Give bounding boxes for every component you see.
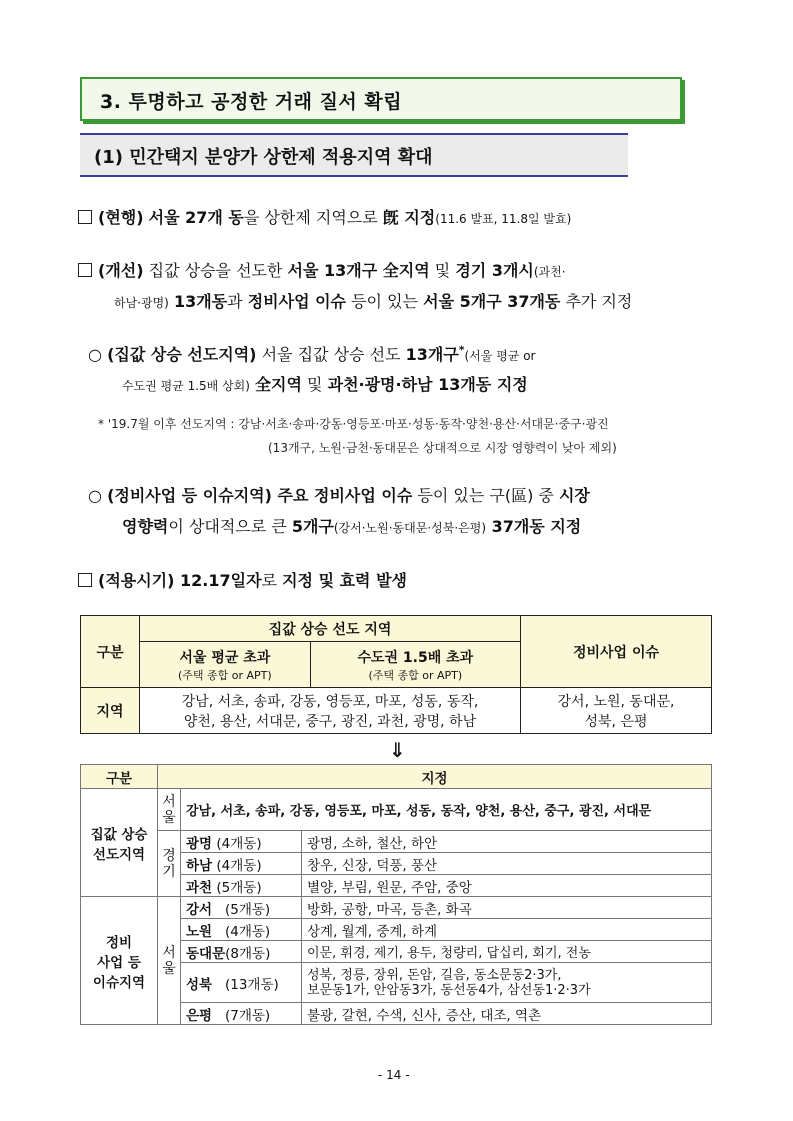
apply-paragraph: (적용시기) 12.17일자로 지정 및 효력 발생: [78, 568, 407, 591]
checkbox-icon: [78, 263, 92, 277]
table2-gu-seongbuk: 성북 (13개동): [181, 963, 302, 1003]
table2-label-redev: 정비 사업 등 이슈지역: [81, 897, 158, 1025]
table2-dongs-seongbuk: 성북, 정릉, 장위, 돈암, 길음, 동소문동2·3가, 보문동1가, 안암동3가, 동선동4가, 삼선동1·2·3가: [302, 963, 712, 1003]
table1-header-metro: 수도권 1.5배 초과 (주택 종합 or APT): [310, 642, 520, 688]
checkbox-icon: [78, 210, 92, 224]
table2-gu-dongdaemun: 동대문(8개동): [181, 941, 302, 963]
table2-gu-gangseo: 강서 (5개동): [181, 897, 302, 919]
table1-header-leading: 집값 상승 선도 지역: [140, 616, 521, 642]
table2-label-leading: 집값 상승 선도지역: [81, 789, 158, 897]
leading-paragraph-line1: ○ (집값 상승 선도지역) 서울 집값 상승 선도 13개구*(서울 평균 or: [88, 343, 536, 364]
table2-seoul-list: 강남, 서초, 송파, 강동, 영등포, 마포, 성동, 동작, 양천, 용산, 중구, 광진, 서대문: [181, 789, 712, 831]
section-title: 3. 투명하고 공정한 거래 질서 확립: [100, 91, 403, 113]
table2-city-gwacheon: 과천 (5개동): [181, 875, 302, 897]
down-arrow-icon: ⇓: [389, 738, 406, 762]
designation-table: [80, 764, 712, 1025]
table2-gyeonggi-label: 경 기: [158, 831, 181, 897]
current-paragraph: (현행) 서울 27개 동을 상한제 지역으로 旣 지정(11.6 발표, 11.8일 발효): [78, 205, 571, 228]
table1-header-seoul-avg: 서울 평균 초과 (주택 종합 or APT): [140, 642, 311, 688]
table2-header-gubun: 구분: [81, 765, 158, 789]
improve-paragraph-line1: (개선) 집값 상승을 선도한 서울 13개구 全지역 및 경기 3개시(과천·: [78, 258, 566, 281]
table1-header-gubun: 구분: [81, 616, 140, 688]
bullet-icon: ○: [88, 345, 102, 364]
redev-paragraph-line2: 영향력이 상대적으로 큰 5개구(강서·노원·동대문·성북·은평) 37개동 지정: [122, 517, 582, 536]
table2-header-designation: 지정: [158, 765, 712, 789]
table2-city-gwangmyeong: 광명 (4개동): [181, 831, 302, 853]
table2-dongs-hanam: 창우, 신장, 덕풍, 풍산: [302, 853, 712, 875]
region-summary-table: [80, 615, 712, 734]
table1-redev-regions: 강서, 노원, 동대문, 성북, 은평: [521, 688, 712, 734]
bullet-icon: ○: [88, 486, 102, 505]
redev-paragraph-line1: ○ (정비사업 등 이슈지역) 주요 정비사업 이슈 등이 있는 구(區) 중 시장: [88, 486, 590, 505]
leading-paragraph-line2: 수도권 평균 1.5배 상회) 全지역 및 과천·광명·하남 13개동 지정: [122, 375, 528, 394]
table1-leading-regions: 강남, 서초, 송파, 강동, 영등포, 마포, 성동, 동작, 양천, 용산, 서대문, 중구, 광진, 과천, 광명, 하남: [140, 688, 521, 734]
footnote-line1: * '19.7월 이후 선도지역 : 강남·서초·송파·강동·영등포·마포·성동·동작·양천·용산·서대문·중구·광진: [98, 417, 609, 431]
page-number: - 14 -: [378, 1068, 410, 1082]
table2-city-hanam: 하남 (4개동): [181, 853, 302, 875]
table2-dongs-dongdaemun: 이문, 휘경, 제기, 용두, 청량리, 답십리, 회기, 전농: [302, 941, 712, 963]
table2-redev-seoul-label: 서 울: [158, 897, 181, 1025]
table2-dongs-nowon: 상계, 월계, 중계, 하계: [302, 919, 712, 941]
table2-dongs-eunpyeong: 불광, 갈현, 수색, 신사, 증산, 대조, 역촌: [302, 1003, 712, 1025]
table1-header-redev: 정비사업 이슈: [521, 616, 712, 688]
footnote-line2: (13개구, 노원·금천·동대문은 상대적으로 시장 영향력이 낮아 제외): [268, 441, 617, 455]
subsection-title: (1) 민간택지 분양가 상한제 적용지역 확대: [94, 147, 433, 168]
table2-seoul-label: 서 울: [158, 789, 181, 831]
table2-gu-eunpyeong: 은평 (7개동): [181, 1003, 302, 1025]
table2-dongs-gwacheon: 별양, 부림, 원문, 주암, 중앙: [302, 875, 712, 897]
table2-gu-nowon: 노원 (4개동): [181, 919, 302, 941]
table1-row-label-region: 지역: [81, 688, 140, 734]
checkbox-icon: [78, 573, 92, 587]
table2-dongs-gwangmyeong: 광명, 소하, 철산, 하안: [302, 831, 712, 853]
table2-dongs-gangseo: 방화, 공항, 마곡, 등촌, 화곡: [302, 897, 712, 919]
improve-paragraph-line2: 하남·광명) 13개동과 정비사업 이슈 등이 있는 서울 5개구 37개동 추가 지정: [114, 292, 633, 311]
